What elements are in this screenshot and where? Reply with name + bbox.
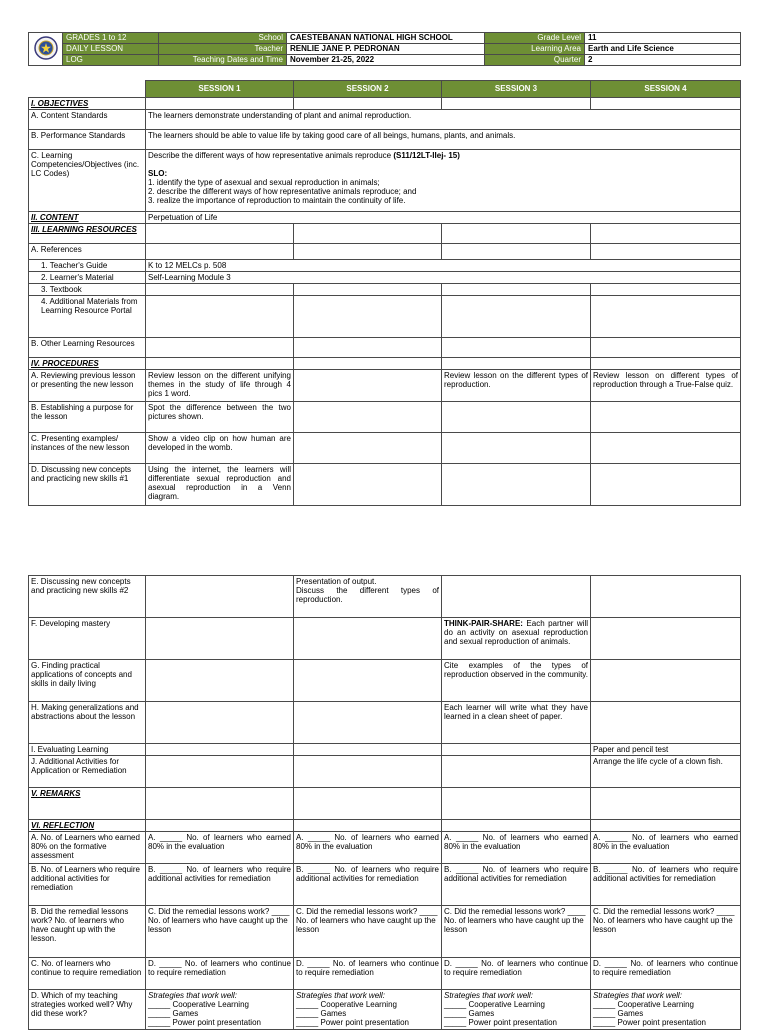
teachers-guide-label: 1. Teacher's Guide — [29, 260, 146, 272]
proc-h-session3: Each learner will write what they have learned in a clean sheet of paper. — [442, 702, 591, 744]
content-standards-label: A. Content Standards — [29, 110, 146, 130]
refl-b-s3: B. _____ No. of learners who require additional activities for remediation — [442, 864, 591, 906]
strategy-item: _____ Games — [444, 1009, 495, 1018]
strategies-title: Strategies that work well: — [296, 991, 385, 1000]
strategy-item: _____ Power point presentation — [296, 1018, 409, 1027]
proc-d-session1: Using the internet, the learners will differentiate sexual reproduction and asexual reproduction in a Venn diagram. — [146, 464, 294, 506]
content-heading: II. CONTENT — [29, 212, 146, 224]
proc-a-label: A. Reviewing previous lesson or presenting the new lesson — [29, 370, 146, 402]
refl-b-label: B. No. of Learners who require additional activities for remediation — [29, 864, 146, 906]
performance-standards-text: The learners should be able to value life by taking good care of all beings, humans, plants, and animals. — [146, 130, 741, 150]
title-line3: LOG — [63, 55, 159, 66]
resources-heading: III. LEARNING RESOURCES — [29, 224, 146, 244]
session-3-header: SESSION 3 — [442, 81, 591, 98]
reflection-heading: VI. REFLECTION — [29, 820, 146, 832]
proc-g-label: G. Finding practical applications of concepts and skills in daily living — [29, 660, 146, 702]
school-value: CAESTEBANAN NATIONAL HIGH SCHOOL — [287, 33, 485, 44]
strategies-title: Strategies that work well: — [593, 991, 682, 1000]
think-pair-share: THINK-PAIR-SHARE: — [444, 619, 523, 628]
slo-item-2: 2. describe the different ways of how representative animals reproduce; and — [148, 187, 417, 196]
area-label: Learning Area — [485, 44, 585, 55]
strategy-item: _____ Games — [148, 1009, 199, 1018]
strategy-item: _____ Power point presentation — [593, 1018, 706, 1027]
refl-d-s2: D. _____ No. of learners who continue to require remediation — [294, 958, 442, 990]
proc-e-session2 — [294, 576, 442, 618]
proc-d-label: D. Discussing new concepts and practicing new skills #1 — [29, 464, 146, 506]
session-4-header: SESSION 4 — [591, 81, 741, 98]
proc-h-label: H. Making generalizations and abstractions about the lesson — [29, 702, 146, 744]
strategy-item: _____ Cooperative Learning — [296, 1000, 397, 1009]
strategy-item: _____ Games — [593, 1009, 644, 1018]
other-resources-label: B. Other Learning Resources — [29, 338, 146, 358]
deped-seal — [29, 33, 63, 66]
refl-d-label: C. No. of learners who continue to require remediation — [29, 958, 146, 990]
refl-d-s4: D. _____ No. of learners who continue to require remediation — [591, 958, 741, 990]
performance-standards-label: B. Performance Standards — [29, 130, 146, 150]
strategies-title: Strategies that work well: — [148, 991, 237, 1000]
refl-a-s1: A. _____ No. of learners who earned 80% in the evaluation — [146, 832, 294, 864]
proc-c-session1: Show a video clip on how human are developed in the womb. — [146, 433, 294, 464]
proc-j-session4: Arrange the life cycle of a clown fish. — [591, 756, 741, 788]
strategy-item: _____ Cooperative Learning — [593, 1000, 694, 1009]
session-1-header: SESSION 1 — [146, 81, 294, 98]
textbook-label: 3. Textbook — [29, 284, 146, 296]
competency-code: (S11/12LT-IIej- 15) — [393, 151, 460, 160]
learners-material-text: Self-Learning Module 3 — [146, 272, 741, 284]
refl-c-s4: C. Did the remedial lessons work? ____ No. of learners who have caught up the lesson — [591, 906, 741, 958]
proc-i-label: I. Evaluating Learning — [29, 744, 146, 756]
strategy-item: _____ Games — [296, 1009, 347, 1018]
learners-material-label: 2. Learner's Material — [29, 272, 146, 284]
slo-item-1: 1. identify the type of asexual and sexual reproduction in animals; — [148, 178, 380, 187]
proc-a-session1: Review lesson on the different unifying themes in the study of life through 4 pics 1 word. — [146, 370, 294, 402]
refl-a-s2: A. _____ No. of learners who earned 80% in the evaluation — [294, 832, 442, 864]
proc-b-label: B. Establishing a purpose for the lesson — [29, 402, 146, 433]
proc-e-label: E. Discussing new concepts and practicing new skills #2 — [29, 576, 146, 618]
proc-f-label: F. Developing mastery — [29, 618, 146, 660]
session-2-header: SESSION 2 — [294, 81, 442, 98]
objectives-heading: I. OBJECTIVES — [29, 98, 146, 110]
proc-a-session4: Review lesson on different types of reproduction through a True-False quiz. — [591, 370, 741, 402]
header-table — [28, 32, 741, 66]
proc-f-session3 — [442, 618, 591, 660]
proc-f-text: Each partner will do an activity on asexual reproduction and sexual reproduction of animals. — [444, 619, 588, 646]
refl-a-s3: A. _____ No. of learners who earned 80% in the evaluation — [442, 832, 591, 864]
procedures-heading: IV. PROCEDURES — [29, 358, 146, 370]
quarter-value: 2 — [585, 55, 741, 66]
teacher-label: Teacher — [159, 44, 287, 55]
title-line1: GRADES 1 to 12 — [63, 33, 159, 44]
refl-d-s1: D. _____ No. of learners who continue to require remediation — [146, 958, 294, 990]
refl-c-s2: C. Did the remedial lessons work? ____ No. of learners who have caught up the lesson — [294, 906, 442, 958]
competency-text: Describe the different ways of how representative animals reproduce — [148, 151, 392, 160]
dates-label: Teaching Dates and Time — [159, 55, 287, 66]
refl-a-s4: A. _____ No. of learners who earned 80% in the evaluation — [591, 832, 741, 864]
teacher-value: RENLIE JANE P. PEDRONAN — [287, 44, 485, 55]
dates-value: November 21-25, 2022 — [287, 55, 485, 66]
strategies-title: Strategies that work well: — [444, 991, 533, 1000]
proc-a-session3: Review lesson on the different types of reproduction. — [442, 370, 591, 402]
proc-b-session1: Spot the difference between the two pictures shown. — [146, 402, 294, 433]
learning-competencies-text — [146, 150, 741, 212]
refl-c-s3: C. Did the remedial lessons work? ____ No. of learners who have caught up the lesson — [442, 906, 591, 958]
school-label: School — [159, 33, 287, 44]
proc-c-label: C. Presenting examples/ instances of the new lesson — [29, 433, 146, 464]
strategy-item: _____ Power point presentation — [444, 1018, 557, 1027]
proc-e-line2: Discuss the different types of reproduction. — [296, 586, 439, 604]
grade-value: 11 — [585, 33, 741, 44]
area-value: Earth and Life Science — [585, 44, 741, 55]
refl-b-s4: B. _____ No. of learners who require additional activities for remediation — [591, 864, 741, 906]
lesson-table-part1 — [28, 80, 741, 506]
refl-b-s1: B. _____ No. of learners who require additional activities for remediation — [146, 864, 294, 906]
seal-icon — [34, 36, 58, 60]
learning-competencies-label: C. Learning Competencies/Objectives (inc. LC Codes) — [29, 150, 146, 212]
proc-e-line1: Presentation of output. — [296, 577, 377, 586]
strategy-item: _____ Cooperative Learning — [444, 1000, 545, 1009]
remarks-heading: V. REMARKS — [29, 788, 146, 820]
proc-g-session3: Cite examples of the types of reproduction observed in the community. — [442, 660, 591, 702]
teachers-guide-text: K to 12 MELCs p. 508 — [146, 260, 741, 272]
references-label: A. References — [29, 244, 146, 260]
strategy-item: _____ Power point presentation — [148, 1018, 261, 1027]
slo-item-3: 3. realize the importance of reproduction to maintain the continuity of life. — [148, 196, 406, 205]
proc-j-label: J. Additional Activities for Application or Remediation — [29, 756, 146, 788]
refl-d-s3: D. _____ No. of learners who continue to require remediation — [442, 958, 591, 990]
refl-c-label: B. Did the remedial lessons work? No. of learners who have caught up with the lesson. — [29, 906, 146, 958]
grade-label: Grade Level — [485, 33, 585, 44]
lesson-table-part2 — [28, 575, 741, 1030]
additional-materials-label: 4. Additional Materials from Learning Resource Portal — [29, 296, 146, 338]
refl-e-label: D. Which of my teaching strategies worked well? Why did these work? — [29, 990, 146, 1030]
strategy-item: _____ Cooperative Learning — [148, 1000, 249, 1009]
title-line2: DAILY LESSON — [63, 44, 159, 55]
content-standards-text: The learners demonstrate understanding of plant and animal reproduction. — [146, 110, 741, 130]
content-text: Perpetuation of Life — [146, 212, 741, 224]
slo-label: SLO: — [148, 169, 168, 178]
refl-a-label: A. No. of Learners who earned 80% on the formative assessment — [29, 832, 146, 864]
proc-i-session4: Paper and pencil test — [591, 744, 741, 756]
quarter-label: Quarter — [485, 55, 585, 66]
refl-c-s1: C. Did the remedial lessons work? ____ No. of learners who have caught up the lesson — [146, 906, 294, 958]
refl-b-s2: B. _____ No. of learners who require additional activities for remediation — [294, 864, 442, 906]
